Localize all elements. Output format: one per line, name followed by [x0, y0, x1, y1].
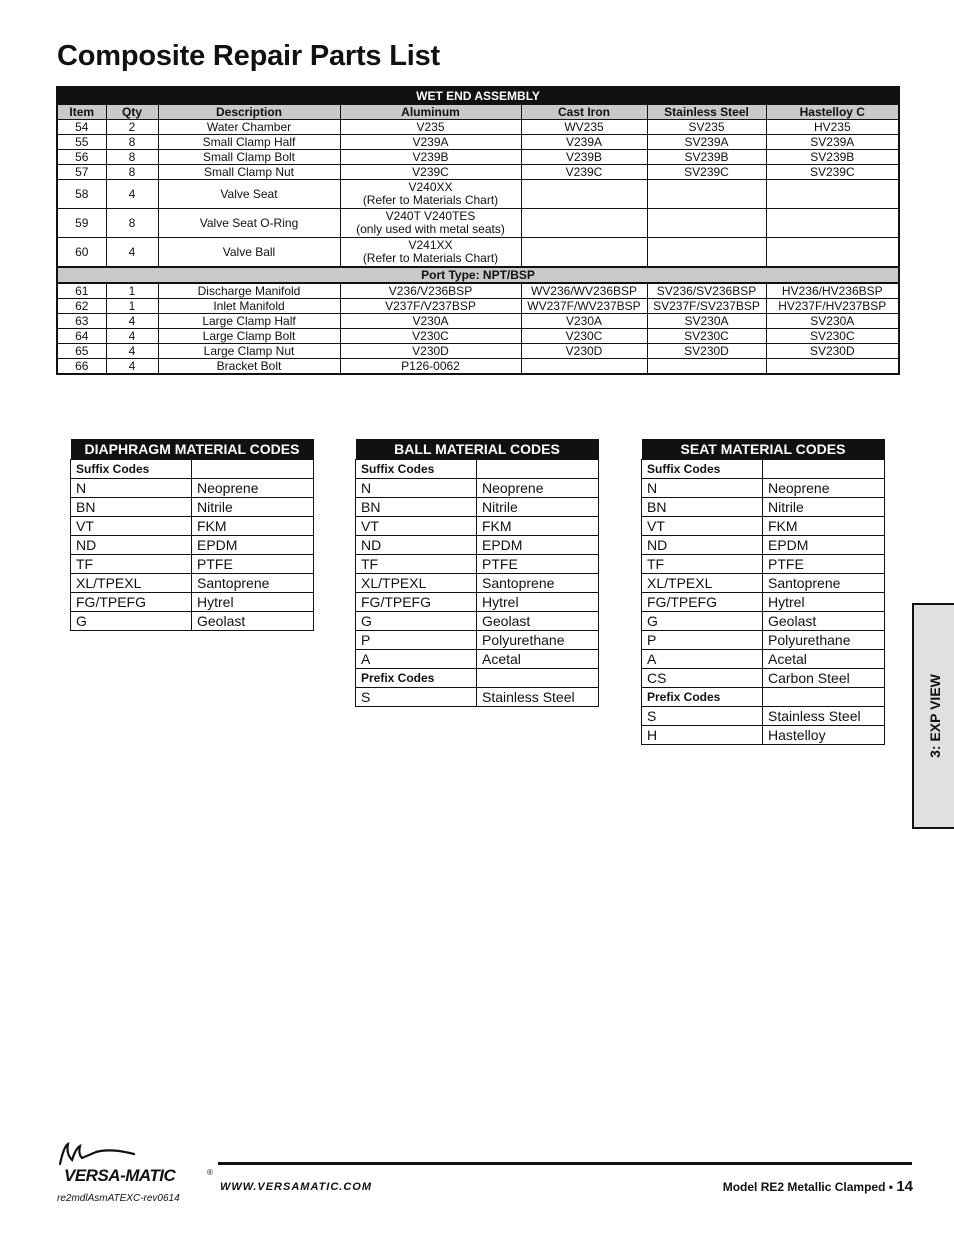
section-tab[interactable] — [912, 603, 954, 829]
table-cell: 56 — [57, 150, 106, 165]
table-cell: Valve Ball — [158, 238, 340, 268]
port-type-header: Port Type: NPT/BSP — [57, 267, 899, 283]
part-number: V240XX — [408, 180, 453, 194]
table-header-row — [57, 105, 899, 120]
table-row — [57, 344, 899, 359]
material-name: Hytrel — [763, 593, 885, 612]
table-row — [57, 165, 899, 180]
material-name: Acetal — [763, 650, 885, 669]
material-name: Hastelloy — [763, 726, 885, 745]
wet-end-parts-table — [56, 86, 900, 375]
table-cell: 2 — [106, 120, 158, 135]
table-cell: SV230D — [647, 344, 766, 359]
code-value: N — [356, 479, 477, 498]
code-value: ND — [71, 536, 192, 555]
table-cell: HV236/HV236BSP — [766, 283, 899, 299]
code-value: BN — [71, 498, 192, 517]
code-row — [356, 612, 599, 631]
table-row — [57, 314, 899, 329]
table-cell — [647, 180, 766, 209]
registered-mark: ® — [207, 1168, 213, 1177]
table-cell: SV239C — [766, 165, 899, 180]
code-row — [642, 650, 885, 669]
material-name: FKM — [763, 517, 885, 536]
code-value: FG/TPEFG — [71, 593, 192, 612]
material-name: PTFE — [192, 555, 314, 574]
page-number: 14 — [896, 1178, 913, 1195]
code-value: VT — [71, 517, 192, 536]
material-name: Nitrile — [763, 498, 885, 517]
table-row — [57, 209, 899, 238]
code-row — [71, 517, 314, 536]
table-cell: P126-0062 — [340, 359, 521, 375]
table-row — [57, 135, 899, 150]
table-cell: SV239A — [766, 135, 899, 150]
material-name: Stainless Steel — [477, 688, 599, 707]
table-cell: WV235 — [521, 120, 647, 135]
codes-title-row — [356, 439, 599, 460]
table-cell: SV230C — [766, 329, 899, 344]
codes-label: Suffix Codes — [356, 460, 477, 479]
table-cell: 4 — [106, 180, 158, 209]
code-value: XL/TPEXL — [356, 574, 477, 593]
table-cell: 63 — [57, 314, 106, 329]
table-cell: V239C — [521, 165, 647, 180]
table-cell: 4 — [106, 329, 158, 344]
part-number: V240T V240TES — [385, 209, 476, 223]
material-name: EPDM — [192, 536, 314, 555]
code-value: H — [642, 726, 763, 745]
codes-label-row — [642, 688, 885, 707]
part-note: (Refer to Materials Chart) — [362, 193, 499, 207]
table-cell — [340, 209, 521, 238]
code-row — [356, 498, 599, 517]
document-code: re2mdlAsmATEXC-rev0614 — [57, 1193, 180, 1204]
table-cell: 4 — [106, 314, 158, 329]
table-cell: V235 — [340, 120, 521, 135]
material-name: Neoprene — [763, 479, 885, 498]
table-cell — [521, 209, 647, 238]
code-value: S — [642, 707, 763, 726]
code-value: VT — [356, 517, 477, 536]
table-cell: V239B — [340, 150, 521, 165]
codes-label: Suffix Codes — [71, 460, 192, 479]
empty-cell — [763, 688, 885, 707]
table-cell: Discharge Manifold — [158, 283, 340, 299]
table-cell: 66 — [57, 359, 106, 375]
code-value: S — [356, 688, 477, 707]
table-cell: 1 — [106, 283, 158, 299]
code-row — [642, 612, 885, 631]
table-cell — [647, 238, 766, 268]
code-row — [71, 593, 314, 612]
code-row — [71, 574, 314, 593]
material-name: Santoprene — [763, 574, 885, 593]
table-cell: HV237F/HV237BSP — [766, 299, 899, 314]
table-cell — [766, 209, 899, 238]
table-cell: 8 — [106, 209, 158, 238]
table-cell: 64 — [57, 329, 106, 344]
code-value: N — [71, 479, 192, 498]
part-number: V241XX — [408, 238, 453, 252]
table-row — [57, 359, 899, 375]
table-cell: V230C — [521, 329, 647, 344]
code-value: ND — [356, 536, 477, 555]
table-cell: V230C — [340, 329, 521, 344]
table-banner: WET END ASSEMBLY — [57, 87, 899, 105]
table-cell: V239C — [340, 165, 521, 180]
logo-wordmark: VERSA-MATIC — [64, 1166, 176, 1185]
code-row — [642, 707, 885, 726]
code-row — [71, 536, 314, 555]
material-name: FKM — [477, 517, 599, 536]
table-cell: SV230A — [647, 314, 766, 329]
code-value: N — [642, 479, 763, 498]
table-cell: Valve Seat O-Ring — [158, 209, 340, 238]
table-cell: HV235 — [766, 120, 899, 135]
code-row — [642, 574, 885, 593]
code-value: XL/TPEXL — [642, 574, 763, 593]
table-cell: 57 — [57, 165, 106, 180]
footer-model — [723, 1178, 913, 1195]
material-name: EPDM — [477, 536, 599, 555]
codes-label-row — [71, 460, 314, 479]
column-header: Aluminum — [340, 105, 521, 120]
code-value: VT — [642, 517, 763, 536]
empty-cell — [763, 460, 885, 479]
code-value: G — [356, 612, 477, 631]
codes-label-row — [356, 669, 599, 688]
table-row — [57, 283, 899, 299]
seat-material-codes-table — [641, 439, 885, 745]
code-value: P — [642, 631, 763, 650]
table-row — [57, 180, 899, 209]
material-name: Santoprene — [477, 574, 599, 593]
code-row — [642, 555, 885, 574]
code-value: G — [71, 612, 192, 631]
code-value: TF — [71, 555, 192, 574]
table-cell: SV237F/SV237BSP — [647, 299, 766, 314]
table-cell: 59 — [57, 209, 106, 238]
codes-label-row — [356, 460, 599, 479]
material-name: Neoprene — [477, 479, 599, 498]
table-cell: SV230C — [647, 329, 766, 344]
codes-title: BALL MATERIAL CODES — [356, 439, 599, 460]
code-value: P — [356, 631, 477, 650]
material-name: Geolast — [192, 612, 314, 631]
table-cell: 55 — [57, 135, 106, 150]
code-value: XL/TPEXL — [71, 574, 192, 593]
part-note: (Refer to Materials Chart) — [362, 251, 499, 265]
material-name: Geolast — [477, 612, 599, 631]
column-header: Item — [57, 105, 106, 120]
code-row — [356, 593, 599, 612]
material-name: Santoprene — [192, 574, 314, 593]
material-name: Stainless Steel — [763, 707, 885, 726]
code-row — [642, 726, 885, 745]
table-cell: Large Clamp Half — [158, 314, 340, 329]
table-cell: 60 — [57, 238, 106, 268]
table-row — [57, 299, 899, 314]
column-header: Description — [158, 105, 340, 120]
table-cell: 61 — [57, 283, 106, 299]
table-cell: 4 — [106, 359, 158, 375]
table-cell: 4 — [106, 238, 158, 268]
code-row — [356, 536, 599, 555]
table-cell: 8 — [106, 150, 158, 165]
code-value: BN — [642, 498, 763, 517]
table-cell: Small Clamp Half — [158, 135, 340, 150]
table-cell — [340, 238, 521, 268]
material-name: Geolast — [763, 612, 885, 631]
material-name: Nitrile — [192, 498, 314, 517]
table-cell: Large Clamp Bolt — [158, 329, 340, 344]
column-header: Hastelloy C — [766, 105, 899, 120]
code-row — [642, 536, 885, 555]
table-cell: 1 — [106, 299, 158, 314]
table-cell: WV237F/WV237BSP — [521, 299, 647, 314]
section-tab-label: 3: EXP VIEW — [927, 674, 943, 758]
codes-label: Suffix Codes — [642, 460, 763, 479]
table-cell — [647, 209, 766, 238]
codes-title-row — [71, 439, 314, 460]
table-banner-row — [57, 87, 899, 105]
code-row — [356, 555, 599, 574]
code-value: TF — [642, 555, 763, 574]
table-cell: Water Chamber — [158, 120, 340, 135]
code-row — [642, 517, 885, 536]
code-row — [356, 688, 599, 707]
code-row — [71, 479, 314, 498]
code-row — [71, 498, 314, 517]
code-value: A — [356, 650, 477, 669]
codes-title: DIAPHRAGM MATERIAL CODES — [71, 439, 314, 460]
codes-label-row — [642, 460, 885, 479]
code-row — [642, 669, 885, 688]
table-cell: 58 — [57, 180, 106, 209]
table-cell: 4 — [106, 344, 158, 359]
table-cell: V237F/V237BSP — [340, 299, 521, 314]
table-cell: 62 — [57, 299, 106, 314]
table-row — [57, 120, 899, 135]
codes-label: Prefix Codes — [642, 688, 763, 707]
material-name: Carbon Steel — [763, 669, 885, 688]
table-cell: WV236/WV236BSP — [521, 283, 647, 299]
code-value: A — [642, 650, 763, 669]
material-name: Nitrile — [477, 498, 599, 517]
table-cell: V230D — [340, 344, 521, 359]
material-name: FKM — [192, 517, 314, 536]
table-cell — [766, 180, 899, 209]
table-cell: V239B — [521, 150, 647, 165]
table-cell — [340, 180, 521, 209]
table-cell: SV230A — [766, 314, 899, 329]
table-cell: 8 — [106, 135, 158, 150]
table-row — [57, 150, 899, 165]
table-cell — [521, 238, 647, 268]
code-value: G — [642, 612, 763, 631]
column-header: Cast Iron — [521, 105, 647, 120]
code-row — [642, 631, 885, 650]
column-header: Qty — [106, 105, 158, 120]
table-cell: 65 — [57, 344, 106, 359]
table-cell — [647, 359, 766, 375]
table-cell: 8 — [106, 165, 158, 180]
table-cell: Bracket Bolt — [158, 359, 340, 375]
code-value: FG/TPEFG — [356, 593, 477, 612]
code-row — [642, 479, 885, 498]
table-cell: V239A — [340, 135, 521, 150]
empty-cell — [477, 669, 599, 688]
table-cell — [521, 359, 647, 375]
code-row — [356, 631, 599, 650]
footer-rule — [218, 1162, 912, 1165]
table-cell: Small Clamp Bolt — [158, 150, 340, 165]
website-link[interactable]: WWW.VERSAMATIC.COM — [220, 1181, 373, 1193]
code-row — [71, 612, 314, 631]
table-cell: V236/V236BSP — [340, 283, 521, 299]
model-name: Model RE2 Metallic Clamped • — [722, 1180, 893, 1194]
material-name: Hytrel — [192, 593, 314, 612]
material-name: Hytrel — [477, 593, 599, 612]
material-name: Acetal — [477, 650, 599, 669]
table-cell: V230D — [521, 344, 647, 359]
table-cell: SV230D — [766, 344, 899, 359]
table-cell: SV239B — [766, 150, 899, 165]
page-title: Composite Repair Parts List — [57, 40, 440, 72]
table-cell: V230A — [340, 314, 521, 329]
table-cell: SV239A — [647, 135, 766, 150]
material-name: EPDM — [763, 536, 885, 555]
code-row — [71, 555, 314, 574]
port-type-row — [57, 267, 899, 283]
table-cell: Valve Seat — [158, 180, 340, 209]
table-cell — [766, 359, 899, 375]
code-value: FG/TPEFG — [642, 593, 763, 612]
table-cell — [766, 238, 899, 268]
table-cell: V239A — [521, 135, 647, 150]
code-value: CS — [642, 669, 763, 688]
code-value: TF — [356, 555, 477, 574]
code-row — [356, 650, 599, 669]
table-row — [57, 329, 899, 344]
table-row — [57, 238, 899, 268]
code-row — [642, 593, 885, 612]
codes-label: Prefix Codes — [356, 669, 477, 688]
material-name: PTFE — [477, 555, 599, 574]
table-cell: V230A — [521, 314, 647, 329]
table-cell: SV239C — [647, 165, 766, 180]
table-cell — [521, 180, 647, 209]
material-name: Neoprene — [192, 479, 314, 498]
material-name: PTFE — [763, 555, 885, 574]
versa-matic-logo — [56, 1140, 216, 1190]
table-cell: 54 — [57, 120, 106, 135]
empty-cell — [192, 460, 314, 479]
empty-cell — [477, 460, 599, 479]
table-cell: Inlet Manifold — [158, 299, 340, 314]
code-row — [356, 574, 599, 593]
table-cell: SV236/SV236BSP — [647, 283, 766, 299]
code-row — [356, 517, 599, 536]
codes-title: SEAT MATERIAL CODES — [642, 439, 885, 460]
vm-script-logo-icon — [56, 1140, 136, 1168]
ball-material-codes-table — [355, 439, 599, 707]
table-cell: Large Clamp Nut — [158, 344, 340, 359]
material-name: Polyurethane — [477, 631, 599, 650]
part-note: (only used with metal seats) — [356, 222, 505, 236]
code-value: BN — [356, 498, 477, 517]
table-cell: SV239B — [647, 150, 766, 165]
codes-title-row — [642, 439, 885, 460]
column-header: Stainless Steel — [647, 105, 766, 120]
code-value: ND — [642, 536, 763, 555]
code-row — [642, 498, 885, 517]
code-row — [356, 479, 599, 498]
table-cell: SV235 — [647, 120, 766, 135]
table-cell: Small Clamp Nut — [158, 165, 340, 180]
material-name: Polyurethane — [763, 631, 885, 650]
diaphragm-material-codes-table — [70, 439, 314, 631]
